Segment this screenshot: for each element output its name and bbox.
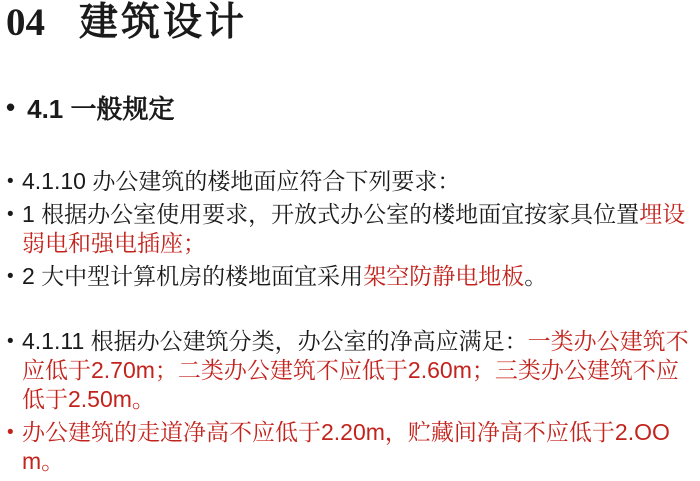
bullet-item bbox=[6, 418, 696, 476]
bullet-text bbox=[22, 263, 547, 289]
section-heading bbox=[6, 91, 696, 125]
bullet-text bbox=[22, 168, 460, 194]
text-segment: 。 bbox=[524, 263, 548, 290]
bullet-icon: • bbox=[6, 91, 16, 122]
text-segment: 一类办公建筑不应低于2.70m；二类办公建筑不应低于2.60m；三类办公建筑不应低于2.50m。 bbox=[22, 328, 689, 413]
text-segment: 埋设弱电和强电插座； bbox=[22, 201, 686, 257]
bullet-item bbox=[6, 327, 696, 414]
bullet-icon: • bbox=[7, 266, 14, 288]
text-segment: 4.1.10 办公建筑的楼地面应符合下列要求： bbox=[22, 168, 461, 195]
page-title-number: 04 bbox=[6, 1, 45, 44]
text-segment: 办公建筑的走道净高不应低于2.20m，贮藏间净高不应低于2.OOm。 bbox=[22, 419, 670, 475]
bullet-item bbox=[6, 167, 696, 196]
text-segment: 架空防静电地板 bbox=[363, 263, 525, 290]
text-segment: 2 大中型计算机房的楼地面宜采用 bbox=[22, 263, 364, 290]
text-segment: 1 根据办公室使用要求，开放式办公室的楼地面宜按家具位置 bbox=[22, 201, 640, 228]
page-title-text: 建筑设计 bbox=[79, 1, 248, 44]
section-heading-text: 4.1 一般规定 bbox=[27, 93, 175, 124]
bullet-text bbox=[22, 328, 689, 412]
bullet-icon: • bbox=[7, 171, 14, 193]
bullet-item bbox=[6, 262, 696, 291]
page-title bbox=[6, 2, 696, 45]
bullet-icon: • bbox=[7, 204, 14, 226]
bullet-text bbox=[22, 419, 670, 474]
bullet-text bbox=[22, 201, 685, 256]
bullet-item bbox=[6, 200, 696, 258]
bullet-icon: • bbox=[7, 331, 14, 353]
bullet-list bbox=[6, 167, 696, 476]
bullet-icon: • bbox=[7, 422, 14, 444]
text-segment: 4.1.11 根据办公建筑分类，办公室的净高应满足： bbox=[22, 328, 528, 355]
